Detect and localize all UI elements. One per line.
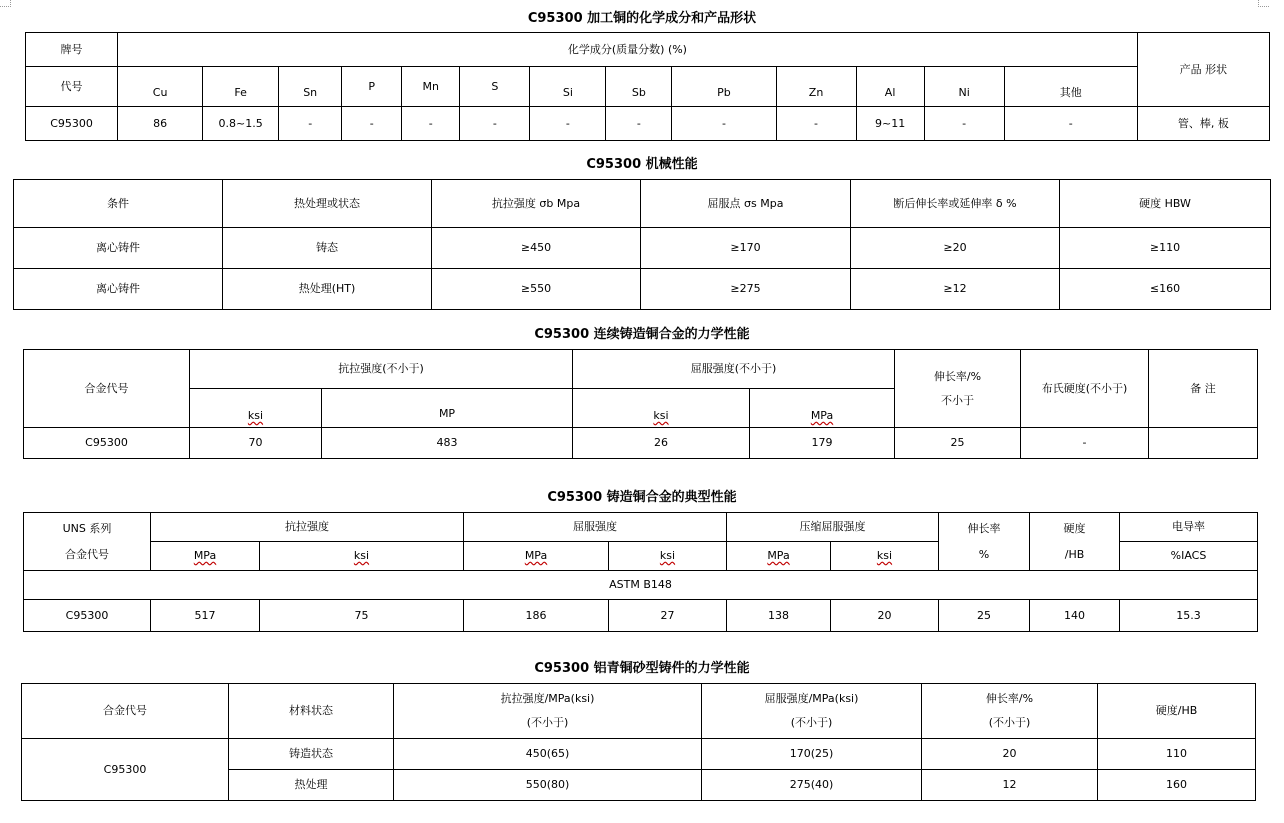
- table3-title: C95300 连续铸造铜合金的力学性能: [534, 327, 750, 342]
- value-cell: 9~11: [856, 107, 924, 141]
- value-cell: 550(80): [394, 770, 702, 801]
- element-header: Si: [530, 67, 606, 107]
- value-cell: 0.8~1.5: [203, 107, 279, 141]
- value-cell: C95300: [24, 600, 151, 632]
- value-cell: -: [1021, 428, 1149, 459]
- value-cell: -: [402, 107, 460, 141]
- tensile-note: (不小于): [526, 716, 569, 729]
- yield-header: [702, 684, 922, 739]
- tensile-header: 抗拉强度: [151, 513, 464, 542]
- element-header: 其他: [1004, 67, 1137, 107]
- value-cell: 70: [190, 428, 322, 459]
- value-cell: 热处理: [229, 770, 394, 801]
- elongation-label: 伸长率/%: [933, 369, 982, 383]
- value-cell: 铸态: [223, 228, 432, 269]
- table-row: [26, 107, 1270, 141]
- remark-header: 备 注: [1149, 350, 1258, 428]
- shape-header: 产品 形状: [1137, 33, 1269, 107]
- value-cell: 75: [260, 600, 464, 632]
- unit-label: ksi: [876, 549, 893, 562]
- value-cell: 离心铸件: [14, 228, 223, 269]
- tensile-label: 抗拉强度/MPa(ksi): [500, 692, 595, 705]
- unit-header: [750, 389, 895, 428]
- conductivity-unit: %IACS: [1120, 542, 1258, 571]
- elongation-label: 伸长率: [967, 521, 1001, 535]
- state-header: 材料状态: [229, 684, 394, 739]
- value-cell: -: [279, 107, 342, 141]
- value-cell: -: [1004, 107, 1137, 141]
- value-cell: 275(40): [702, 770, 922, 801]
- value-cell: 热处理(HT): [223, 269, 432, 310]
- table-row: [24, 428, 1258, 459]
- value-cell: C95300: [24, 428, 190, 459]
- typical-properties-table: [23, 512, 1258, 632]
- yield-header: 屈服强度(不小于): [573, 350, 895, 389]
- value-cell: 483: [322, 428, 573, 459]
- unit-label: MPa: [810, 409, 834, 422]
- element-header: Sb: [606, 67, 672, 107]
- unit-header: [831, 542, 939, 571]
- tensile-header: 抗拉强度(不小于): [190, 350, 573, 389]
- element-header: Al: [856, 67, 924, 107]
- elongation-header: [922, 684, 1098, 739]
- value-cell: ≥12: [851, 269, 1060, 310]
- mechanical-table: [13, 179, 1271, 310]
- value-cell: 26: [573, 428, 750, 459]
- table1-title: C95300 加工铜的化学成分和产品形状: [527, 11, 757, 26]
- hardness-unit: /HB: [1064, 547, 1085, 561]
- elongation-header: [939, 513, 1030, 571]
- unit-header: [609, 542, 727, 571]
- value-cell: -: [924, 107, 1004, 141]
- hardness-header: 布氏硬度(不小于): [1021, 350, 1149, 428]
- value-cell: -: [530, 107, 606, 141]
- unit-label: MP: [438, 407, 456, 420]
- value-cell: 110: [1098, 739, 1256, 770]
- value-cell: ≥275: [641, 269, 851, 310]
- unit-label: ksi: [247, 409, 264, 422]
- yield-label: 屈服强度/MPa(ksi): [764, 692, 859, 705]
- alloy-code-label: 合金代号: [65, 547, 109, 561]
- composition-header: 化学成分(质量分数) (%): [118, 33, 1138, 67]
- hardness-header: 硬度 HBW: [1060, 180, 1271, 228]
- unit-header: [190, 389, 322, 428]
- unit-label: ksi: [353, 549, 370, 562]
- value-cell: 25: [939, 600, 1030, 632]
- composition-table: [25, 32, 1270, 141]
- value-cell: ≥450: [432, 228, 641, 269]
- value-cell: -: [460, 107, 530, 141]
- unit-header: [573, 389, 750, 428]
- alloy-header: 合金代号: [24, 350, 190, 428]
- compressive-yield-header: 压缩屈服强度: [727, 513, 939, 542]
- continuous-casting-table: [23, 349, 1258, 459]
- element-header: P: [342, 67, 402, 107]
- table-row: [22, 739, 1256, 770]
- element-header: Ni: [924, 67, 1004, 107]
- element-header: Cu: [118, 67, 203, 107]
- value-cell: -: [342, 107, 402, 141]
- value-cell: 25: [895, 428, 1021, 459]
- value-cell: 517: [151, 600, 260, 632]
- element-header: Mn: [402, 67, 460, 107]
- value-cell: 20: [922, 739, 1098, 770]
- unit-header: [727, 542, 831, 571]
- value-cell: ≥20: [851, 228, 1060, 269]
- table2-title: C95300 机械性能: [586, 157, 698, 172]
- value-cell: 20: [831, 600, 939, 632]
- table4-title: C95300 铸造铜合金的典型性能: [547, 490, 737, 505]
- value-cell: -: [776, 107, 856, 141]
- hardness-header: [1030, 513, 1120, 571]
- value-cell: 186: [464, 600, 609, 632]
- value-cell: -: [672, 107, 776, 141]
- alloy-header: 合金代号: [22, 684, 229, 739]
- unit-header: [322, 389, 573, 428]
- standard-row: ASTM B148: [24, 571, 1258, 600]
- value-cell: 12: [922, 770, 1098, 801]
- grade-header: 牌号: [26, 33, 118, 67]
- unit-header: [464, 542, 609, 571]
- element-header: S: [460, 67, 530, 107]
- value-cell: ≥170: [641, 228, 851, 269]
- value-cell: 160: [1098, 770, 1256, 801]
- yield-header: 屈服强度: [464, 513, 727, 542]
- unit-label: MPa: [193, 549, 217, 562]
- value-cell: 27: [609, 600, 727, 632]
- value-cell: 86: [118, 107, 203, 141]
- table-row: [24, 600, 1258, 632]
- value-cell: 138: [727, 600, 831, 632]
- value-cell: 179: [750, 428, 895, 459]
- elongation-header: 断后伸长率或延伸率 δ %: [851, 180, 1060, 228]
- sand-casting-table: [21, 683, 1256, 801]
- elongation-note: 不小于: [941, 393, 974, 407]
- table5-title: C95300 铝青铜砂型铸件的力学性能: [534, 661, 750, 676]
- uns-header: [24, 513, 151, 571]
- elongation-unit: %: [978, 547, 990, 561]
- condition-header: 条件: [14, 180, 223, 228]
- element-header: Fe: [203, 67, 279, 107]
- elongation-header: [895, 350, 1021, 428]
- unit-label: MPa: [767, 549, 790, 562]
- unit-label: ksi: [653, 409, 669, 422]
- value-cell: ≤160: [1060, 269, 1271, 310]
- treatment-header: 热处理或状态: [223, 180, 432, 228]
- shape-cell: 管、棒, 板: [1137, 107, 1269, 141]
- element-header: Zn: [776, 67, 856, 107]
- hardness-label: 硬度: [1063, 521, 1086, 535]
- elongation-note: (不小于): [988, 716, 1031, 729]
- value-cell: ≥110: [1060, 228, 1271, 269]
- tensile-header: [394, 684, 702, 739]
- element-header: Pb: [672, 67, 776, 107]
- alloy-code-cell: C95300: [26, 107, 118, 141]
- value-cell: 15.3: [1120, 600, 1258, 632]
- page-corner-mark-right: [1258, 0, 1269, 7]
- alloy-code-cell: C95300: [22, 739, 229, 801]
- value-cell: 铸造状态: [229, 739, 394, 770]
- value-cell: [1149, 428, 1258, 459]
- hardness-header: 硬度/HB: [1098, 684, 1256, 739]
- value-cell: 140: [1030, 600, 1120, 632]
- unit-header: [260, 542, 464, 571]
- table-row: [14, 228, 1271, 269]
- value-cell: ≥550: [432, 269, 641, 310]
- yield-header: 屈服点 σs Mpa: [641, 180, 851, 228]
- code-header: 代号: [26, 67, 118, 107]
- uns-label: UNS 系列: [62, 521, 112, 535]
- value-cell: 170(25): [702, 739, 922, 770]
- page-corner-mark-left: [0, 0, 11, 7]
- table-row: [14, 269, 1271, 310]
- conductivity-header: 电导率: [1120, 513, 1258, 542]
- elongation-label: 伸长率/%: [985, 692, 1034, 705]
- unit-label: MPa: [524, 549, 548, 562]
- value-cell: 离心铸件: [14, 269, 223, 310]
- unit-header: [151, 542, 260, 571]
- tensile-header: 抗拉强度 σb Mpa: [432, 180, 641, 228]
- value-cell: -: [606, 107, 672, 141]
- value-cell: 450(65): [394, 739, 702, 770]
- yield-note: (不小于): [790, 716, 833, 729]
- element-header: Sn: [279, 67, 342, 107]
- unit-label: ksi: [659, 549, 676, 562]
